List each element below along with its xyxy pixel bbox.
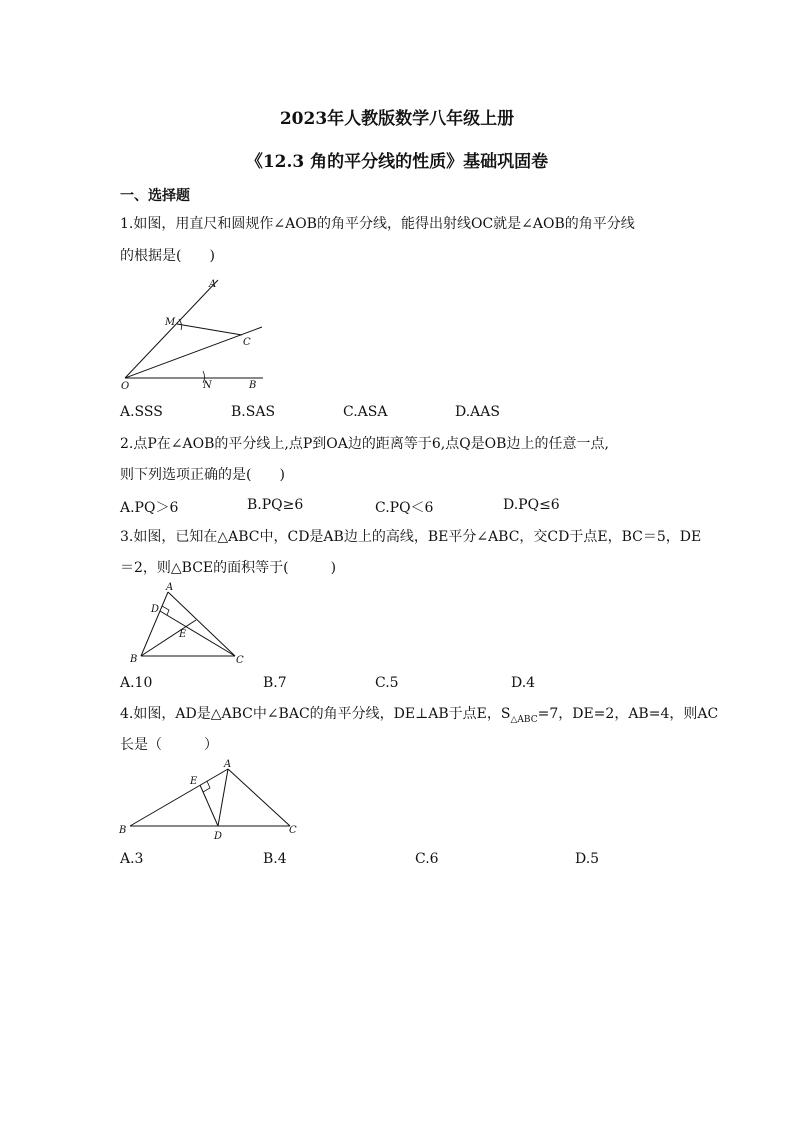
question-3-line-1: 3.如图，已知在△ABC中，CD是AB边上的高线，BE平分∠ABC，交CD于点E，BC＝5，DE (120, 529, 702, 545)
fig4-label-e: E (190, 776, 198, 787)
fig3-label-d: D (151, 604, 160, 615)
fig3-label-a: A (166, 582, 174, 593)
question-2-option-c: C.PQ＜6 (375, 500, 434, 516)
fig1-label-c: C (243, 337, 251, 348)
question-4-line-1 (120, 705, 718, 729)
fig4-label-b: B (119, 825, 127, 836)
fig1-label-n: N (203, 380, 212, 391)
question-3-option-b: B.7 (263, 675, 287, 691)
fig4-label-d: D (214, 831, 223, 842)
fig3-label-b: B (130, 654, 138, 665)
question-2-option-b: B.PQ≥6 (247, 497, 304, 513)
question-1-line-1: 1.如图，用直尺和圆规作∠AOB的角平分线，能得出射线OC就是∠AOB的角平分线 (120, 216, 635, 232)
question-2-line-2: 则下列选项正确的是( ) (120, 467, 285, 483)
question-4-text-start: 4.如图，AD是△ABC中∠BAC的角平分线，DE⊥AB于点E，S (120, 706, 511, 722)
document-title: 2023年人教版数学八年级上册 (279, 109, 515, 129)
section-heading: 一、选择题 (120, 188, 190, 204)
fig1-label-a: A (209, 279, 217, 290)
fig1-label-o: O (121, 381, 130, 392)
question-1-option-a: A.SSS (120, 404, 163, 420)
question-4-option-c: C.6 (415, 851, 439, 867)
question-4-option-a: A.3 (120, 851, 144, 867)
fig3-label-e: E (179, 629, 187, 640)
question-2-line-1: 2.点P在∠AOB的平分线上,点P到OA边的距离等于6,点Q是OB边上的任意一点, (120, 436, 609, 452)
question-3-option-d: D.4 (511, 675, 536, 691)
question-4-option-d: D.5 (575, 851, 600, 867)
question-2-option-d: D.PQ≤6 (503, 497, 560, 513)
question-1-option-b: B.SAS (231, 404, 276, 420)
document-subtitle: 《12.3 角的平分线的性质》基础巩固卷 (245, 152, 549, 172)
question-4-figure (115, 757, 305, 842)
question-4-option-b: B.4 (263, 851, 287, 867)
question-1-option-d: D.AAS (455, 404, 500, 420)
question-1-line-2: 的根据是( ) (120, 248, 215, 264)
question-3-figure (122, 580, 252, 670)
fig1-label-m: M (165, 317, 176, 328)
question-3-option-a: A.10 (120, 675, 153, 691)
question-4-text-end: =7，DE=2，AB=4，则AC (537, 706, 719, 722)
fig3-label-c: C (236, 655, 244, 666)
question-1-figure (115, 275, 275, 395)
question-1-option-c: C.ASA (343, 404, 388, 420)
question-4-line-2: 长是（ ） (120, 737, 218, 753)
question-4-subscript: △ABC (510, 714, 538, 725)
question-2-option-a: A.PQ＞6 (120, 500, 179, 516)
fig4-label-a: A (224, 759, 232, 770)
question-3-line-2: ＝2，则△BCE的面积等于( ) (120, 560, 337, 576)
question-3-option-c: C.5 (375, 675, 399, 691)
fig1-label-b: B (249, 380, 257, 391)
fig4-label-c: C (289, 825, 297, 836)
